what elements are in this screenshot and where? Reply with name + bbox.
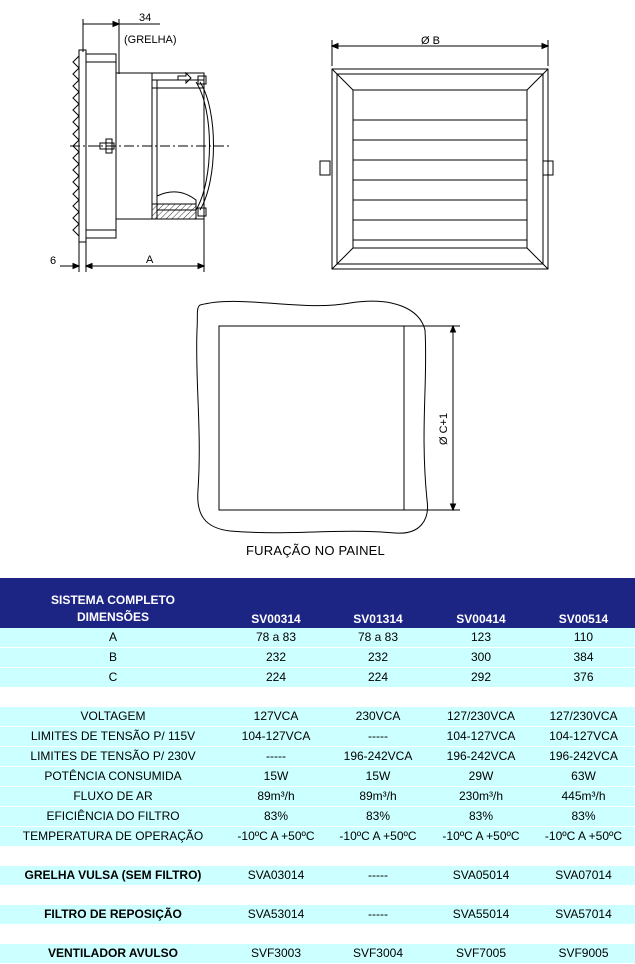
row-value: -10ºC A +50ºC <box>430 827 532 847</box>
row-value: -10ºC A +50ºC <box>532 827 635 847</box>
dim-6-label: 6 <box>50 255 57 267</box>
row-value: 104-127VCA <box>532 727 635 747</box>
row-label: LIMITES DE TENSÃO P/ 230V <box>0 747 226 767</box>
row-value: 78 a 83 <box>226 628 326 648</box>
row-value: 89m³/h <box>326 787 430 807</box>
spec-row <box>0 707 635 727</box>
spec-row <box>0 787 635 807</box>
row-value: 224 <box>226 668 326 688</box>
spec-table <box>0 578 635 964</box>
model-header: SV01314 <box>326 578 430 628</box>
row-value: SVA05014 <box>430 866 532 886</box>
row-value: 224 <box>326 668 430 688</box>
row-value: 292 <box>430 668 532 688</box>
row-value: 230VCA <box>326 707 430 727</box>
dimension-row <box>0 668 635 688</box>
row-value: 83% <box>430 807 532 827</box>
row-value: SVA55014 <box>430 905 532 925</box>
row-value: ----- <box>326 727 430 747</box>
row-label: POTÊNCIA CONSUMIDA <box>0 767 226 787</box>
model-header: SV00314 <box>226 578 326 628</box>
grelha-row <box>0 866 635 886</box>
dim-b-label: Ø B <box>421 35 440 47</box>
row-value: 63W <box>532 767 635 787</box>
row-value: 127/230VCA <box>532 707 635 727</box>
row-value: 89m³/h <box>226 787 326 807</box>
row-value: 104-127VCA <box>226 727 326 747</box>
spacer-row <box>0 847 635 867</box>
spec-row <box>0 747 635 767</box>
row-value: 15W <box>326 767 430 787</box>
row-value: ----- <box>326 866 430 886</box>
row-value: -10ºC A +50ºC <box>326 827 430 847</box>
row-label: C <box>0 668 226 688</box>
panel-cutout-view <box>197 301 460 533</box>
row-value: 376 <box>532 668 635 688</box>
row-value: 384 <box>532 648 635 668</box>
drawing-caption <box>0 543 635 558</box>
row-label: LIMITES DE TENSÃO P/ 115V <box>0 727 226 747</box>
grelha-label: (GRELHA) <box>124 34 177 46</box>
header-label <box>0 578 226 628</box>
row-value: 78 a 83 <box>326 628 430 648</box>
row-value: SVA53014 <box>226 905 326 925</box>
front-view <box>320 35 553 269</box>
row-value: 83% <box>532 807 635 827</box>
row-label: B <box>0 648 226 668</box>
dim-a-label: A <box>146 254 154 266</box>
ventilador-row <box>0 944 635 964</box>
caption-text: FURAÇÃO NO PAINEL <box>246 543 385 558</box>
row-value: SVA57014 <box>532 905 635 925</box>
row-value: ----- <box>226 747 326 767</box>
header-line1: SISTEMA COMPLETO <box>50 593 175 607</box>
spec-row <box>0 807 635 827</box>
dimension-row <box>0 648 635 668</box>
row-value: 110 <box>532 628 635 648</box>
side-view <box>50 12 230 272</box>
row-value: 127VCA <box>226 707 326 727</box>
row-value: 83% <box>226 807 326 827</box>
row-value: SVF7005 <box>430 944 532 964</box>
row-value: 104-127VCA <box>430 727 532 747</box>
row-value: 29W <box>430 767 532 787</box>
row-label: FLUXO DE AR <box>0 787 226 807</box>
row-value: 232 <box>326 648 430 668</box>
spec-row <box>0 727 635 747</box>
row-label: FILTRO DE REPOSIÇÃO <box>0 905 226 925</box>
table-header <box>0 578 635 628</box>
dim-c-label: Ø C+1 <box>438 412 450 445</box>
row-label: VENTILADOR AVULSO <box>0 944 226 964</box>
row-value: 196-242VCA <box>532 747 635 767</box>
row-value: 230m³/h <box>430 787 532 807</box>
dimension-row <box>0 628 635 648</box>
row-value: SVF9005 <box>532 944 635 964</box>
spec-row <box>0 767 635 787</box>
row-label: VOLTAGEM <box>0 707 226 727</box>
filtro-row <box>0 905 635 925</box>
row-value: 127/230VCA <box>430 707 532 727</box>
row-value: 15W <box>226 767 326 787</box>
row-label: GRELHA VULSA (SEM FILTRO) <box>0 866 226 886</box>
row-value: 232 <box>226 648 326 668</box>
row-value: 300 <box>430 648 532 668</box>
row-label: TEMPERATURA DE OPERAÇÃO <box>0 827 226 847</box>
row-value: 196-242VCA <box>430 747 532 767</box>
row-value: SVA07014 <box>532 866 635 886</box>
model-header: SV00414 <box>430 578 532 628</box>
row-value: SVF3004 <box>326 944 430 964</box>
row-value: ----- <box>326 905 430 925</box>
spacer-row <box>0 688 635 708</box>
header-line2: DIMENSÕES <box>76 610 149 624</box>
row-value: 83% <box>326 807 430 827</box>
spacer-row <box>0 886 635 906</box>
row-value: -10ºC A +50ºC <box>226 827 326 847</box>
dim-34-label: 34 <box>139 12 152 24</box>
row-value: 123 <box>430 628 532 648</box>
row-label: A <box>0 628 226 648</box>
spacer-row <box>0 925 635 945</box>
row-value: SVF3003 <box>226 944 326 964</box>
spec-row <box>0 827 635 847</box>
row-label: EFICIÊNCIA DO FILTRO <box>0 807 226 827</box>
row-value: SVA03014 <box>226 866 326 886</box>
model-header: SV00514 <box>532 578 635 628</box>
row-value: 196-242VCA <box>326 747 430 767</box>
row-value: 445m³/h <box>532 787 635 807</box>
